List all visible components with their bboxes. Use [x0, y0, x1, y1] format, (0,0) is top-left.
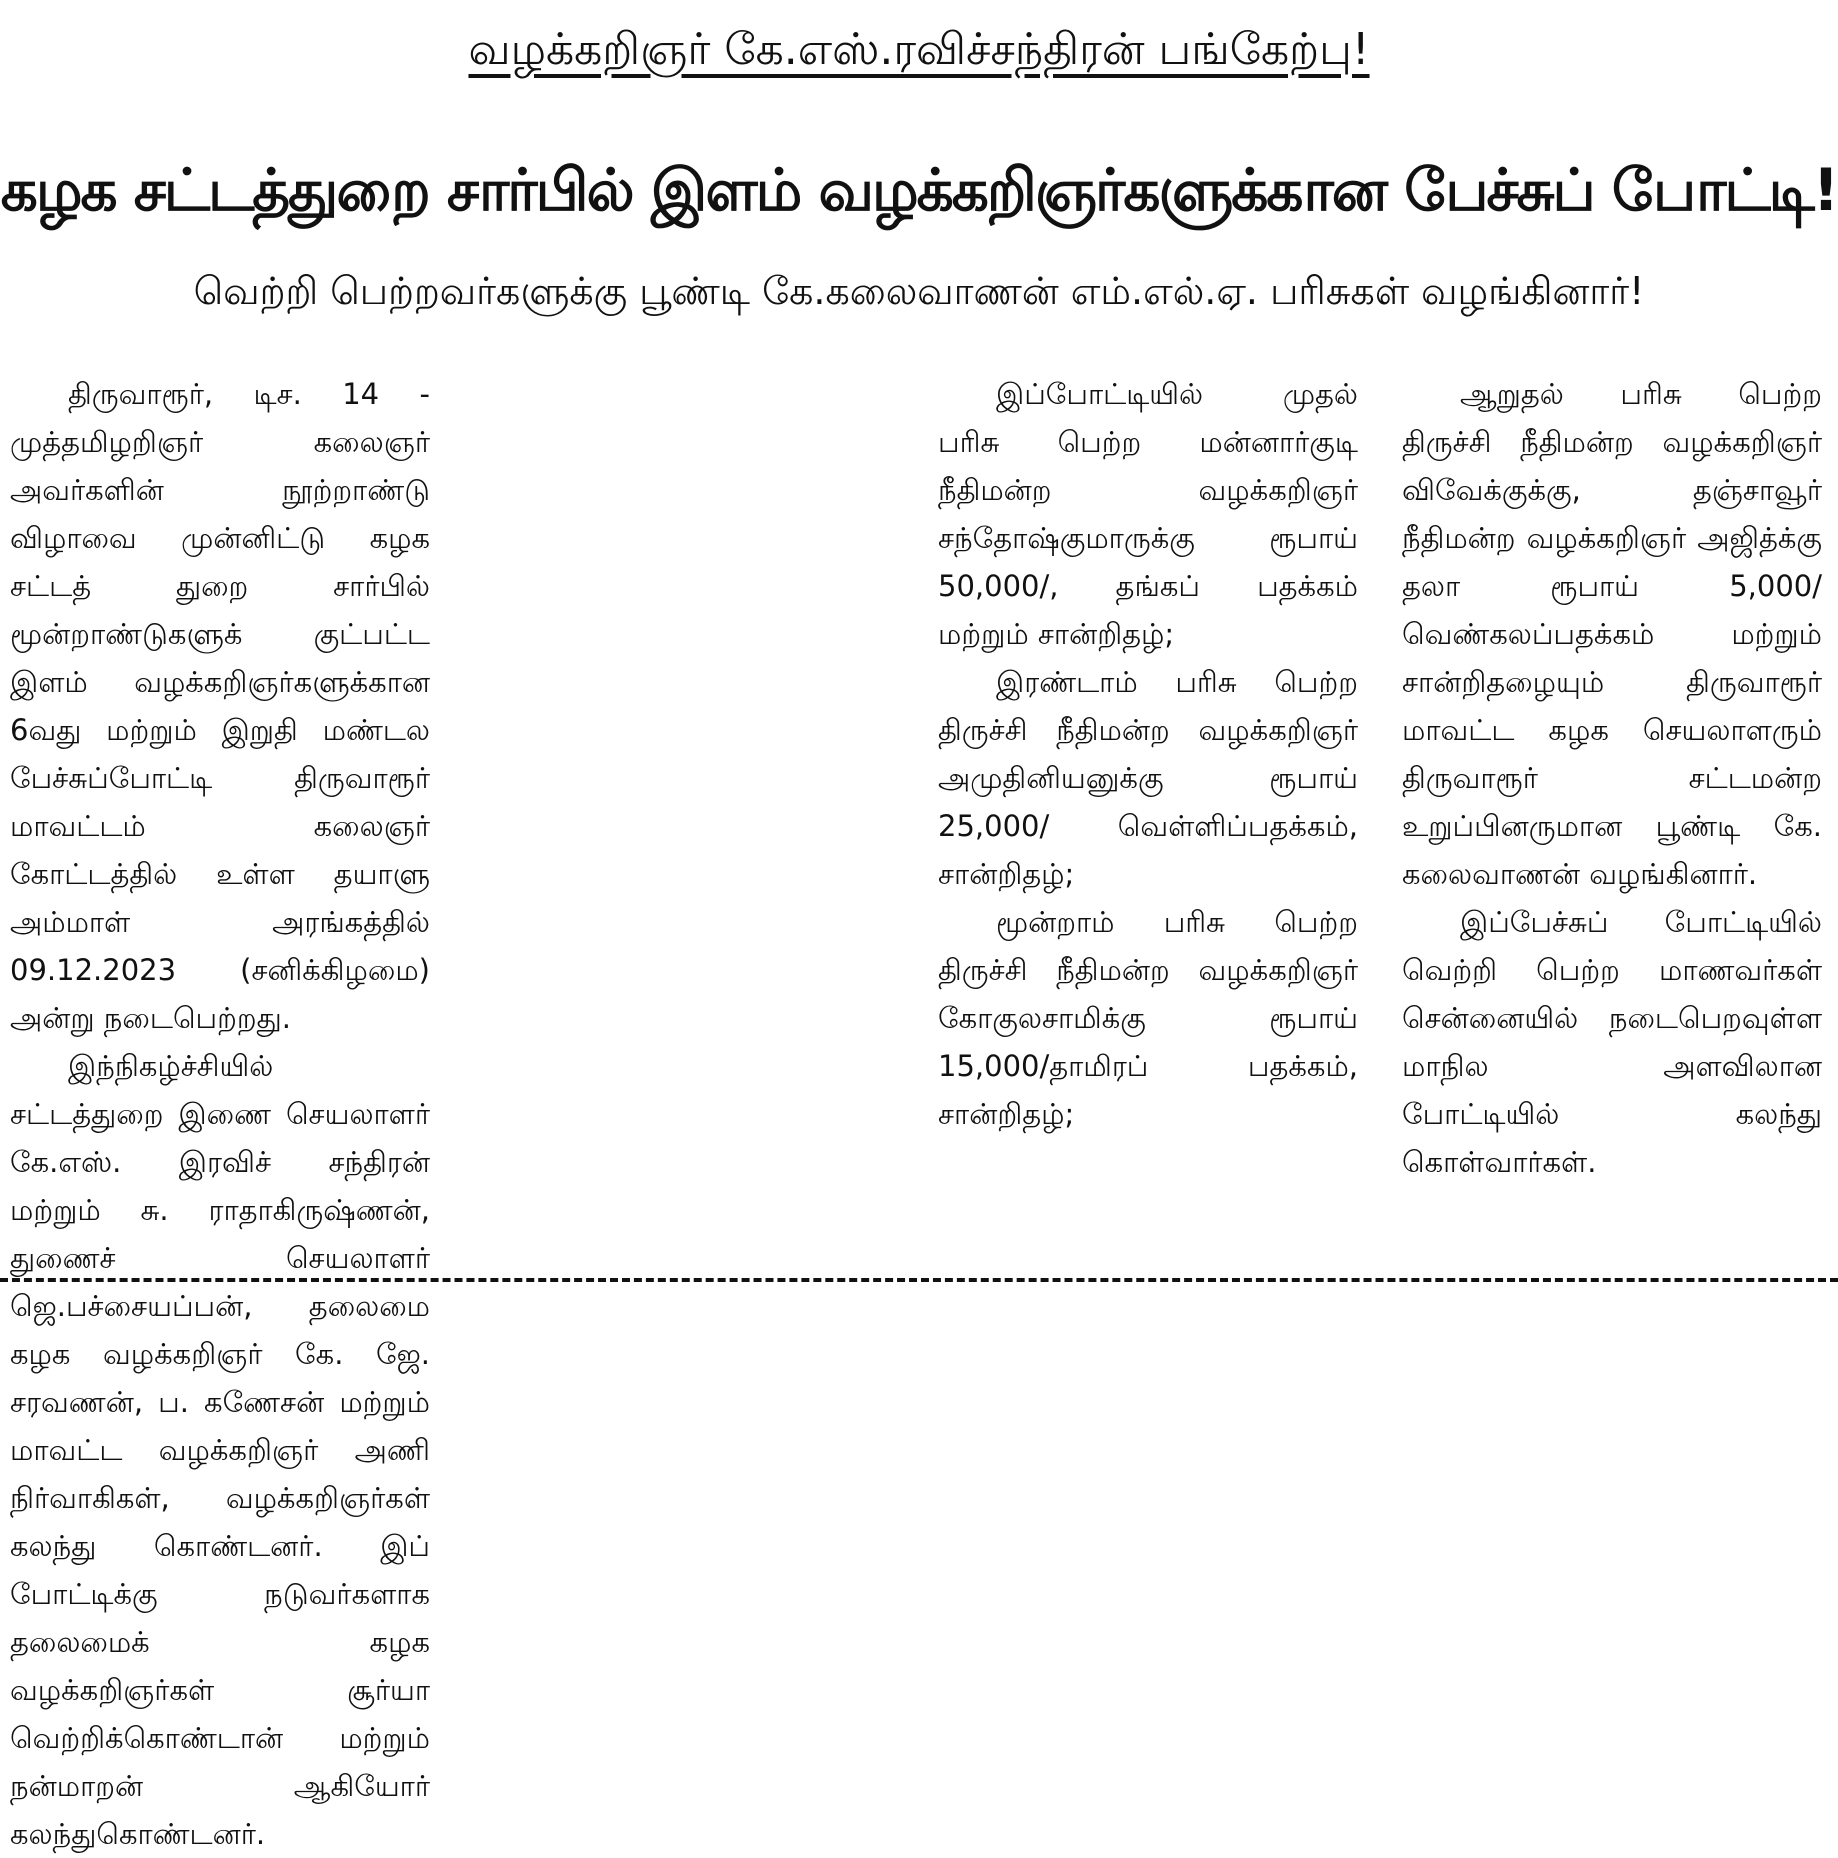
- column-1: [10, 370, 430, 1851]
- dashed-divider: [0, 1278, 1838, 1282]
- body-paragraph: ஆறுதல் பரிசு பெற்ற திருச்சி நீதிமன்ற வழக்கறிஞர் விவேக்குக்கு, தஞ்சாவூர் நீதிமன்ற வழக்கறிஞர் அஜித்க்கு தலா ரூபாய் 5,000/ வெண்கலப்பதக்கம் மற்றும் சான்றிதழையும் திருவாரூர் மாவட்ட கழக செயலாளரும் திருவாரூர் சட்டமன்ற உறுப்பினருமான பூண்டி கே. கலைவாணன் வழங்கினார்.: [1402, 377, 1822, 891]
- main-headline: கழக சட்டத்துறை சார்பில் இளம் வழக்கறிஞர்களுக்கான பேச்சுப் போட்டி!: [0, 156, 1838, 224]
- article-body: [0, 370, 1838, 1851]
- body-paragraph: மூன்றாம் பரிசு பெற்ற திருச்சி நீதிமன்ற வழக்கறிஞர் கோகுலசாமிக்கு ரூபாய் 15,000/தாமிரப் பதக்கம், சான்றிதழ்;: [938, 905, 1358, 1131]
- subheadline: வெற்றி பெற்றவர்களுக்கு பூண்டி கே.கலைவாணன் எம்.எல்.ஏ. பரிசுகள் வழங்கினார்!: [193, 269, 1645, 313]
- column-2: [472, 370, 892, 1250]
- body-paragraph: இந்நிகழ்ச்சியில் சட்டத்துறை இணை செயலாளர் கே.எஸ். இரவிச் சந்திரன் மற்றும் சு. ராதாகிருஷ்ணன், துணைச் செயலாளர் ஜெ.பச்சையப்பன், தலைமை கழக வழக்கறிஞர் கே. ஜே. சரவணன், ப. கணேசன் மற்றும் மாவட்ட வழக்கறிஞர் அணி நிர்வாகிகள், வழக்கறிஞர்கள் கலந்து கொண்டனர். இப் போட்டிக்கு நடுவர்களாக தலைமைக் கழக வழக்கறிஞர்கள் சூர்யா வெற்றிக்கொண்டான் மற்றும் நன்மாறன் ஆகியோர் கலந்துகொண்டனர்.: [10, 1049, 430, 1851]
- kicker-text: வழக்கறிஞர் கே.எஸ்.ரவிச்சந்திரன் பங்கேற்பு!: [468, 24, 1370, 75]
- column-3: [938, 370, 1358, 1250]
- body-paragraph: இப்பேச்சுப் போட்டியில் வெற்றி பெற்ற மாணவர்கள் சென்னையில் நடைபெறவுள்ள மாநில அளவிலான போட்டியில் கலந்து கொள்வார்கள்.: [1402, 905, 1822, 1179]
- body-paragraph: இரண்டாம் பரிசு பெற்ற திருச்சி நீதிமன்ற வழக்கறிஞர் அமுதினியனுக்கு ரூபாய் 25,000/ வெள்ளிப்பதக்கம், சான்றிதழ்;: [938, 665, 1358, 891]
- body-paragraph: திருவாரூர், டிச. 14 - முத்தமிழறிஞர் கலைஞர் அவர்களின் நூற்றாண்டு விழாவை முன்னிட்டு கழக சட்டத் துறை சார்பில் மூன்றாண்டுகளுக் குட்பட்ட இளம் வழக்கறிஞர்களுக்கான 6வது மற்றும் இறுதி மண்டல பேச்சுப்போட்டி திருவாரூர் மாவட்டம் கலைஞர் கோட்டத்தில் உள்ள தயாளு அம்மாள் அரங்கத்தில் 09.12.2023 (சனிக்கிழமை) அன்று நடைபெற்றது.: [10, 377, 430, 1035]
- body-paragraph: இப்போட்டியில் முதல் பரிசு பெற்ற மன்னார்குடி நீதிமன்ற வழக்கறிஞர் சந்தோஷ்குமாருக்கு ரூபாய் 50,000/, தங்கப் பதக்கம் மற்றும் சான்றிதழ்;: [938, 377, 1358, 651]
- kicker-heading: [0, 8, 1838, 92]
- column-4: [1402, 370, 1822, 1250]
